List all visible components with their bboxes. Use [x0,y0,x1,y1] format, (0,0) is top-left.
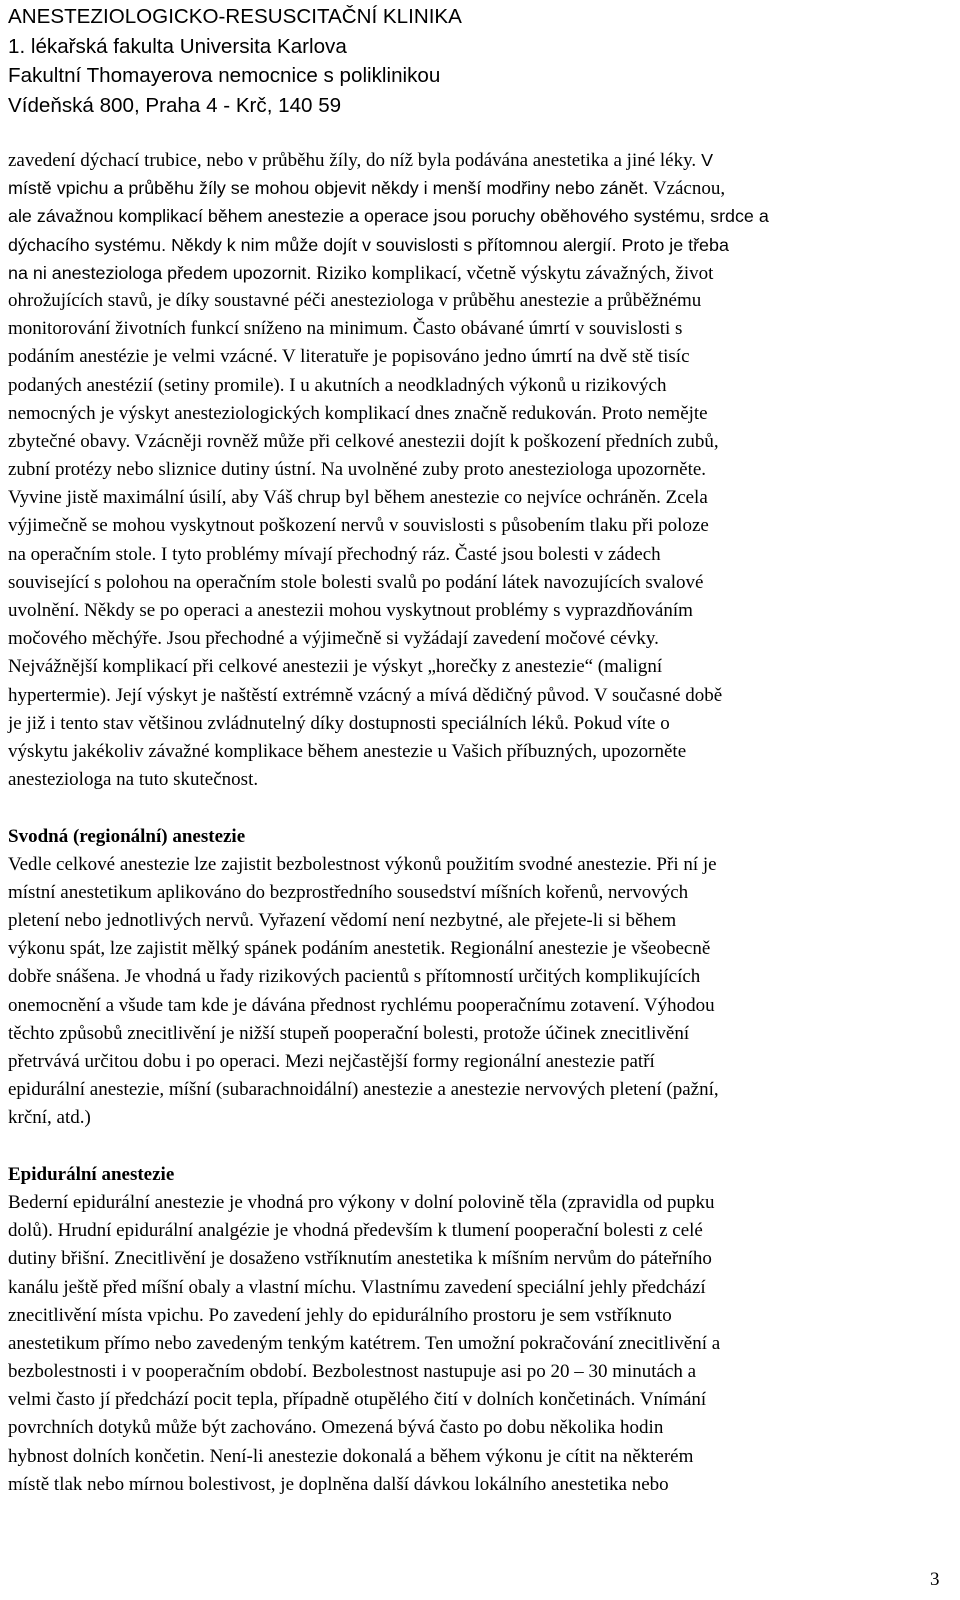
text-line: ohrožujících stavů, je díky soustavné péči anesteziologa v průběhu anestezie a průběžnému [8,289,702,311]
text-line: anestetikum přímo nebo zavedeným tenkým katétrem. Ten umožní pokračování znecitlivění a [8,1332,721,1354]
text-line: Bederní epidurální anestezie je vhodná pro výkony v dolní polovině těla (zpravidla od pupku [8,1191,715,1213]
text-line: dobře snášena. Je vhodná u řady rizikových pacientů s přítomností určitých komplikujících [8,966,701,988]
paragraph-gap [8,794,960,822]
text-line: je již i tento stav většinou zvládnutelný díky dostupnosti speciálních léků. Pokud víte o [8,712,670,734]
text-line: epidurální anestezie, míšní (subarachnoidální) anestezie a anestezie nervových pletení (pažní, [8,1079,719,1101]
section-heading: Svodná (regionální) anestezie [8,825,246,847]
text-line: podáním anestézie je velmi vzácné. V literatuře je popisováno jedno úmrtí na dvě stě tisíc [8,346,690,368]
complications-paragraph [8,146,960,794]
document-header [8,2,462,120]
text-line: místní anestetikum aplikováno do bezprostředního sousedství míšních kořenů, nervových [8,881,689,903]
text-line: Někdy k nim může dojít v souvislosti s přítomnou alergií. [166,234,617,255]
text-line: hypertermie). Její výskyt je naštěstí extrémně vzácný a mívá dědičný původ. V současné době [8,684,723,706]
section-heading: Epidurální anestezie [8,1163,175,1185]
text-line: Riziko komplikací, včetně výskytu závažných, život [311,262,714,284]
text-line: bezbolestnosti i v pooperačním období. Bezbolestnost nastupuje asi po 20 – 30 minutách a [8,1361,697,1383]
text-line: zavedení dýchací trubice, nebo v průběhu žíly, do níž byla podávána anestetika a jiné léky. [8,150,697,171]
text-line: povrchních dotyků může být zachováno. Omezená bývá často po dobu několika hodin [8,1417,664,1439]
text-line: anesteziologa na tuto skutečnost. [8,769,259,791]
text-line: výskytu jakékoliv závažné komplikace během anestezie u Vašich příbuzných, upozorněte [8,740,687,762]
text-line: výjimečně se mohou vyskytnout poškození nervů v souvislosti s působením tlaku při poloze [8,515,709,537]
text-line: podaných anestézií (setiny promile). I u akutních a neodkladných výkonů u rizikových [8,374,667,396]
text-line: přetrvává určitou dobu i po operaci. Mezi nejčastější formy regionální anestezie patří [8,1051,655,1072]
paragraph-gap [8,1133,960,1161]
text-line: zbytečné obavy. Vzácněji rovněž může při celkové anestezii dojít k poškození předních zubů, [8,430,719,452]
text-line: kanálu ještě před míšní obaly a vlastní míchu. Vlastnímu zavedení speciální jehly předchází [8,1276,706,1298]
text-line: znecitlivění místa vpichu. Po zavedení jehly do epidurálního prostoru je sem vstříknuto [8,1304,672,1326]
text-line: onemocnění a všude tam kde je dávána přednost rychlému pooperačnímu zotavení. Výhodou [8,994,715,1016]
document-body [8,146,960,1499]
text-line: na ni anesteziologa předem upozornit. [8,262,312,283]
regional-anesthesia-section [8,823,960,1133]
text-line: místě tlak nebo mírnou bolestivost, je doplněna další dávkou lokálního anestetika nebo [8,1473,669,1495]
text-line: dutiny břišní. Znecitlivění je dosaženo vstříknutím anestetika k míšním nervům do páteřního [8,1248,712,1270]
text-line: nemocných je výskyt anesteziologických komplikací dnes značně redukován. Proto nemějte [8,402,708,424]
clinic-name: ANESTEZIOLOGICKO-RESUSCITAČNÍ KLINIKA [8,5,462,28]
text-line: pletení nebo jednotlivých nervů. Vyřazení vědomí není nezbytné, ale přejete-li si během [8,910,677,932]
text-line: Proto je třeba [616,234,729,255]
hospital-name: Fakultní Thomayerova nemocnice s poliklinikou [8,64,441,87]
text-line: Vzácnou, [648,178,726,200]
text-line: Vyvine jistě maximální úsilí, aby Váš chrup byl během anestezie co nejvíce ochráněn. Zcela [8,487,708,509]
text-line: na operačním stole. I tyto problémy mívají přechodný ráz. Časté jsou bolesti v zádech [8,543,661,565]
text-line: hybnost dolních končetin. Není-li anestezie dokonalá a během výkonu je cítit na některém [8,1445,694,1467]
text-line: výkonu spát, lze zajistit mělký spánek podáním anestetik. Regionální anestezie je všeobecně [8,938,711,960]
text-line: dolů). Hrudní epidurální analgézie je vhodná především k tlumení pooperační bolesti z celé [8,1220,703,1242]
text-line: dýchacího systému. [8,234,167,255]
address: Vídeňská 800, Praha 4 - Krč, 140 59 [8,93,342,117]
text-line: V [696,150,714,170]
text-line: močového měchýře. Jsou přechodné a výjimečně si vyžádají zavedení močové cévky. [8,628,659,650]
text-line: krční, atd.) [8,1107,91,1129]
text-line: související s polohou na operačním stole bolesti svalů po podání látek navozujících svalové [8,571,704,593]
text-line: místě vpichu a průběhu žíly se mohou objevit někdy i menší modřiny nebo zánět. [8,178,649,199]
text-line: Nejvážnější komplikací při celkové anestezii je výskyt „horečky z anestezie“ (maligní [8,656,663,678]
text-line: monitorování životních funkcí sníženo na minimum. Často obávané úmrtí v souvislosti s [8,318,683,340]
text-line: zubní protézy nebo sliznice dutiny ústní. Na uvolněné zuby proto anesteziologa upozorněte. [8,459,707,481]
text-line: těchto způsobů znecitlivění je nižší stupeň pooperační bolesti, protože účinek znecitlivění [8,1022,690,1044]
text-line: velmi často jí předchází pocit tepla, případně otupělého čití v dolních končetinách. Vnímání [8,1389,707,1411]
page-number: 3 [930,1569,940,1590]
text-line: Vedle celkové anestezie lze zajistit bezbolestnost výkonů použitím svodné anestezie. Při ní je [8,853,717,875]
epidural-anesthesia-section [8,1161,960,1499]
faculty-name: 1. lékařská fakulta Universita Karlova [8,34,347,58]
text-line: uvolnění. Někdy se po operaci a anestezii mohou vyskytnout problémy s vyprazdňováním [8,600,693,621]
text-line: ale závažnou komplikací během anestezie a operace jsou poruchy oběhového systému, srdce a [8,206,769,227]
